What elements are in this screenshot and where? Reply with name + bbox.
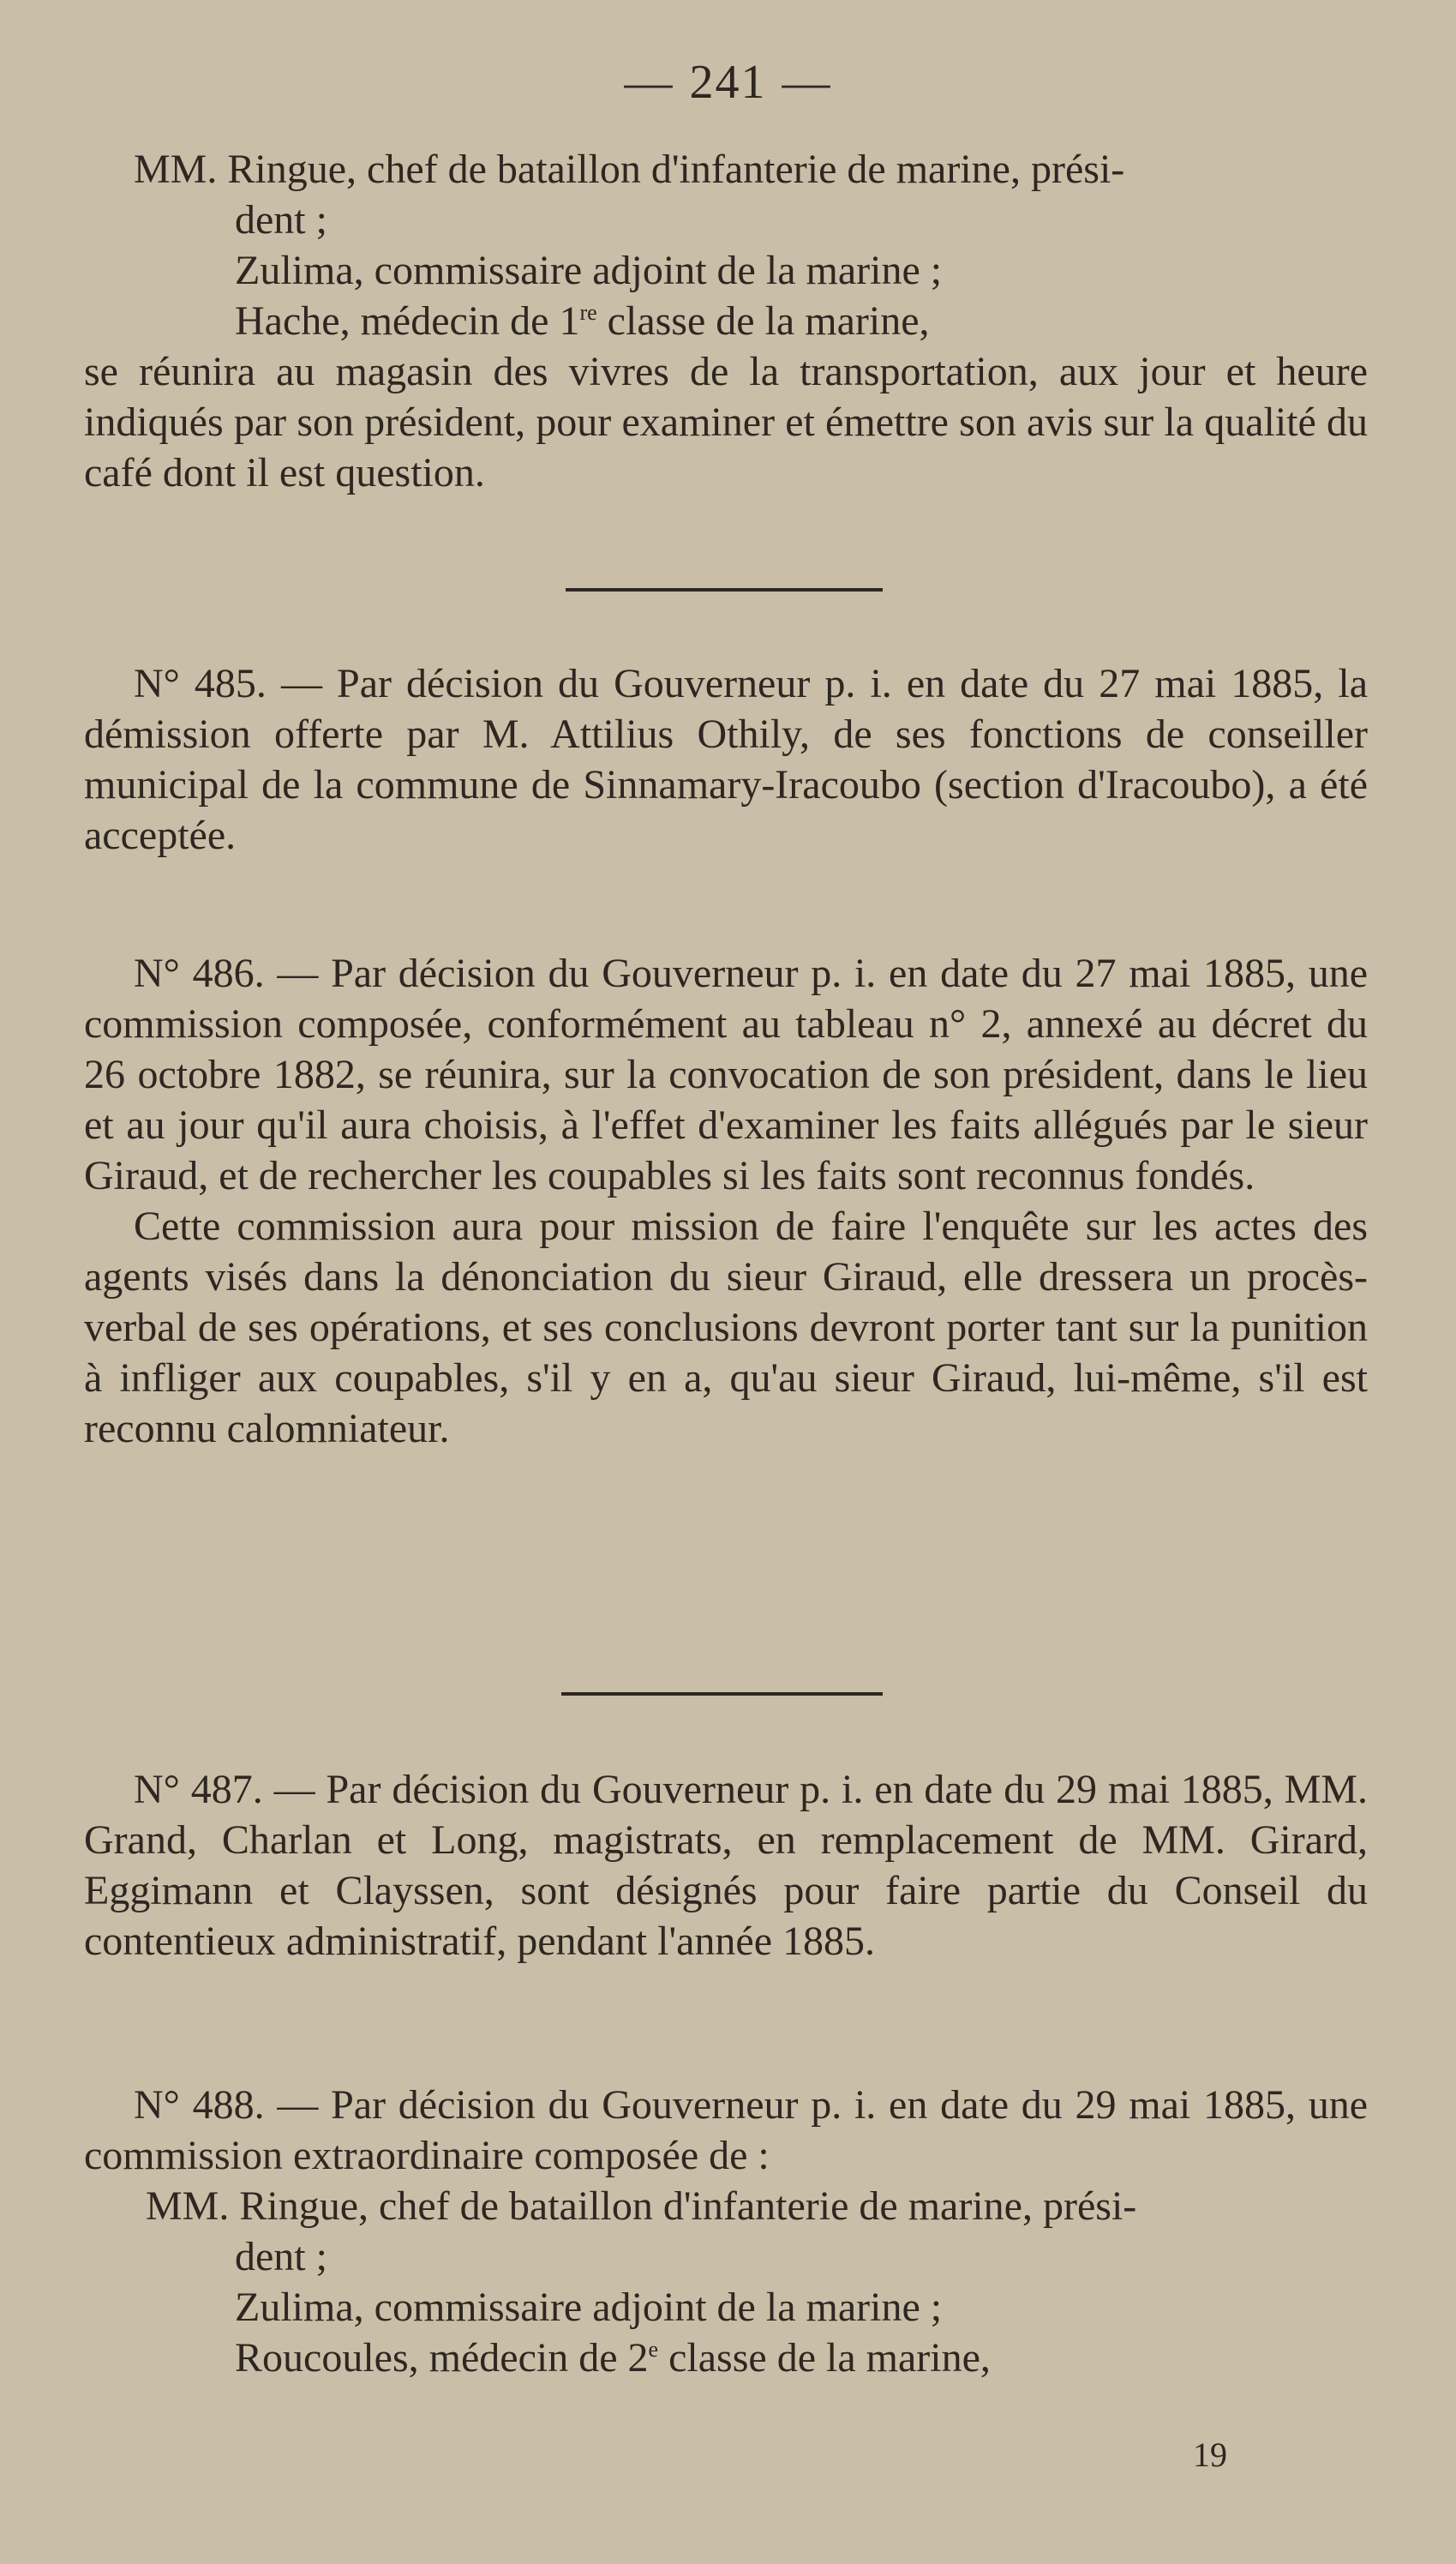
member-line-ringue-cont: dent ; [235, 197, 327, 243]
member-line-zulima: Zulima, commissaire adjoint de la marine ; [235, 248, 943, 293]
decision-486-text-2: Cette commission aura pour mission de faire l'enquête sur les actes des agents visés dans la dénonciation du sieur Giraud, elle dressera un procès-verbal de ses opérations, et ses conclusions devront porter tant sur la punition à infliger aux coupables, s'il y en a, qu'au sieur Giraud, lui-même, s'il est reconnu calomniateur. [84, 1204, 1368, 1451]
member-line-zulima-2: Zulima, commissaire adjoint de la marine ; [235, 2285, 943, 2330]
decision-487-text: N° 487. — Par décision du Gouverneur p. i. en date du 29 mai 1885, MM. Grand, Charlan et Long, magistrats, en remplacement de MM. Girard, Eggimann et Clayssen, sont désignés pour faire partie du Conseil du contentieux administratif, pendant l'année 1885. [84, 1767, 1368, 1964]
member-line-hache-sup: re [579, 300, 597, 325]
decision-488 [84, 2080, 1368, 2383]
decision-486-text: N° 486. — Par décision du Gouverneur p. i. en date du 27 mai 1885, une commission composée, conformément au tableau n° 2, annexé au décret du 26 octobre 1882, se réunira, sur la convocation de son président, dans le lieu et au jour qu'il aura choisis, à l'effet d'examiner les faits allégués par le sieur Giraud, et de rechercher les coupables si les faits sont reconnus fondés. [84, 951, 1368, 1198]
member-line-ringue: MM. Ringue, chef de bataillon d'infanterie de marine, prési- [134, 147, 1125, 192]
decision-486 [84, 948, 1368, 1454]
dash-left: — [624, 56, 674, 109]
decision-485-text: N° 485. — Par décision du Gouverneur p. i. en date du 27 mai 1885, la démission offerte par M. Attilius Othily, de ses fonctions de conseiller municipal de la commune de Sinnamary-Iracoubo (section d'Iracoubo), a été acceptée. [84, 661, 1368, 858]
member-line-hache-a: Hache, médecin de 1 [235, 298, 580, 344]
member-line-ringue-2: MM. Ringue, chef de bataillon d'infanterie de marine, prési- [146, 2183, 1137, 2229]
decision-485 [84, 658, 1368, 861]
page-number-value: 241 [689, 56, 767, 109]
separator-rule-2 [561, 1692, 883, 1696]
decision-487 [84, 1764, 1368, 1967]
separator-rule-1 [566, 588, 883, 591]
member-line-hache-b: classe de la marine, [596, 298, 930, 344]
member-line-hache [84, 296, 1368, 346]
decision-488-text: N° 488. — Par décision du Gouverneur p. i. en date du 29 mai 1885, une commission extraordinaire composée de : [84, 2082, 1368, 2178]
dash-right: — [782, 56, 832, 109]
page-number [0, 55, 1456, 110]
commission-members-block-1 [84, 144, 1368, 498]
member-line-roucoules-sup: e [648, 2337, 659, 2362]
member-line-roucoules-b: classe de la marine, [658, 2335, 991, 2381]
member-line-roucoules-a: Roucoules, médecin de 2 [235, 2335, 649, 2381]
member-line-roucoules [84, 2333, 1368, 2383]
block1-paragraph: se réunira au magasin des vivres de la transportation, aux jour et heure indiqués par son président, pour examiner et émettre son avis sur la qualité du café dont il est question. [84, 349, 1368, 495]
signature-mark: 19 [1193, 2435, 1227, 2474]
member-line-ringue-2-cont: dent ; [235, 2234, 327, 2279]
